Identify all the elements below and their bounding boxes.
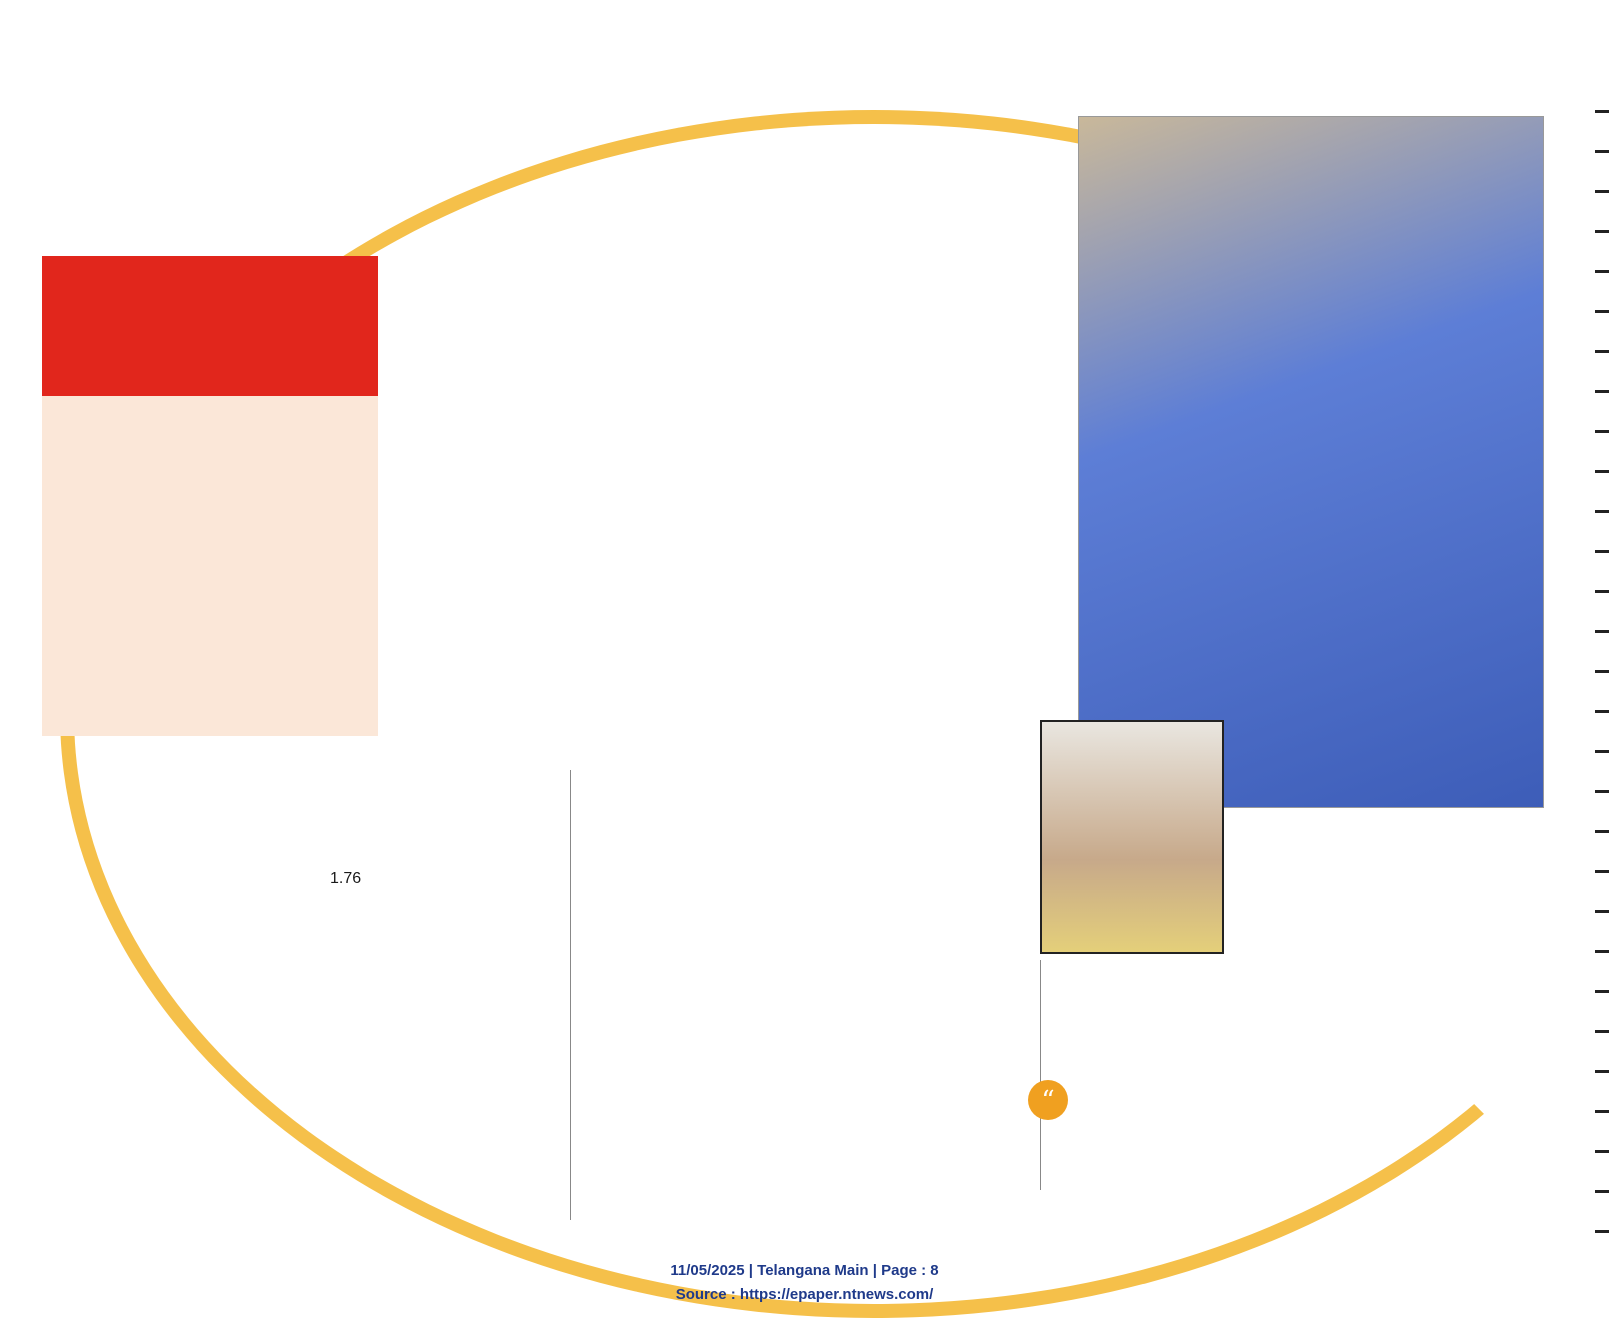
sidebar-title-line2 <box>42 276 378 282</box>
body-column-2 <box>590 770 1000 1240</box>
sidebar-bullet <box>70 600 360 710</box>
decorative-barbed-wire <box>1595 110 1609 1260</box>
quote-icon: “ <box>1028 1080 1068 1120</box>
official-portrait-photo <box>1040 720 1224 954</box>
column-divider <box>1040 960 1041 1190</box>
body-column-1-figure: 1.76 <box>330 870 362 887</box>
sidebar-bullet <box>70 490 360 600</box>
lead-paragraph <box>410 468 1200 728</box>
sidebar-title-line1 <box>42 256 378 276</box>
masthead-logo <box>560 8 1040 88</box>
footer-source-line: Source : https://epaper.ntnews.com/ <box>675 1286 934 1303</box>
sidebar-bullet <box>70 410 360 490</box>
column-divider <box>570 770 571 1220</box>
sidebar-header <box>42 256 378 396</box>
body-column-3 <box>1240 770 1560 1240</box>
sidebar-bullets <box>70 410 360 710</box>
photo-caption <box>50 1110 350 1220</box>
footer-date-line: 11/05/2025 | Telangana Main | Page : 8 <box>670 1262 939 1279</box>
headline-main <box>420 280 1180 430</box>
headline-kicker <box>256 140 1016 240</box>
